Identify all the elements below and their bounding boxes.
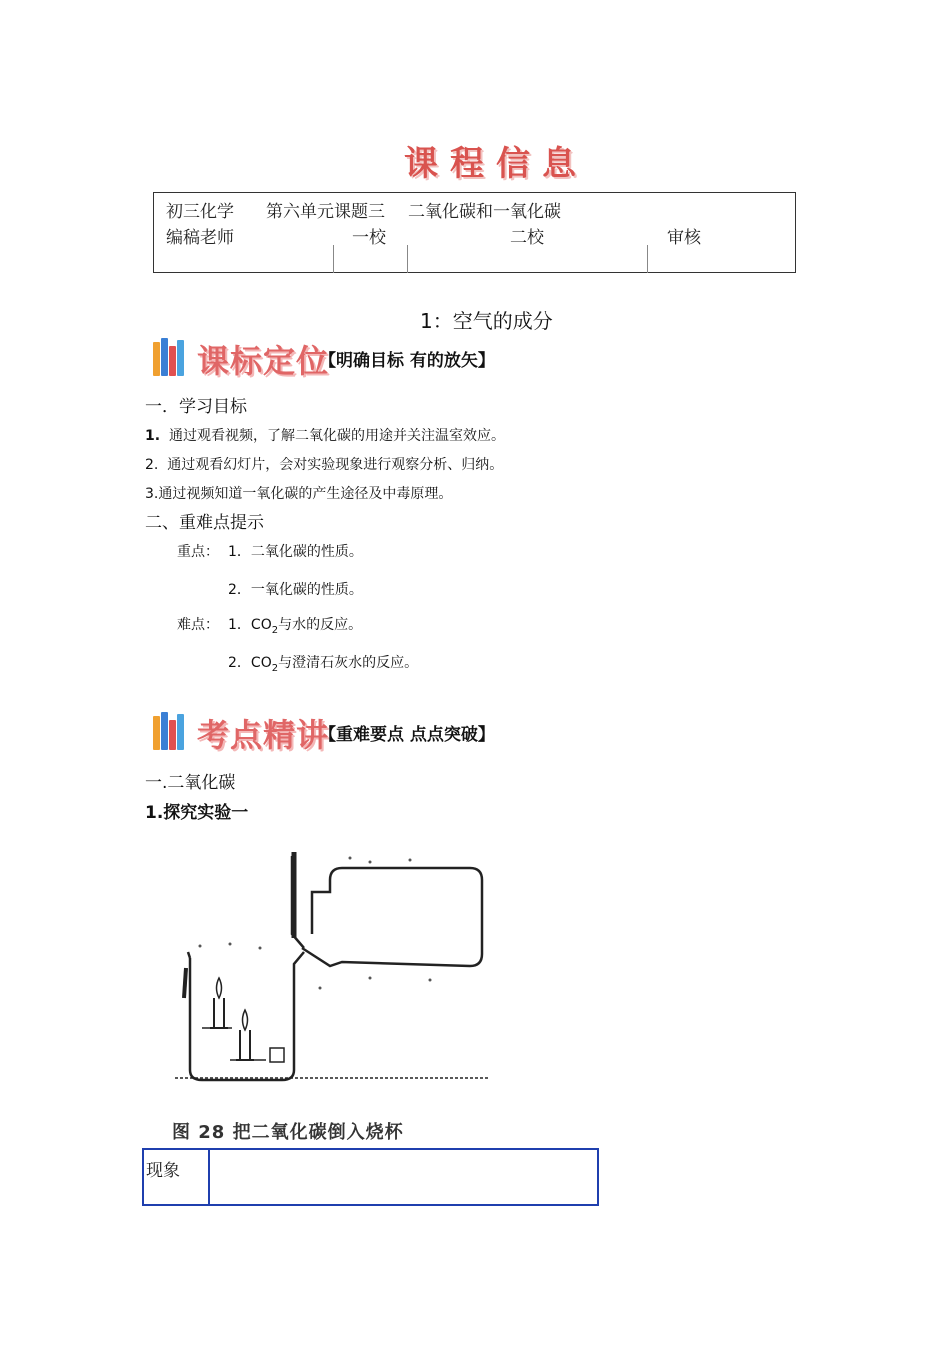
key-points-label: 重点： (177, 544, 219, 560)
lesson-title: 1：空气的成分 (420, 309, 553, 333)
banner-title: 考点精讲 (197, 716, 330, 754)
topic-label: 二氧化碳和一氧化碳 (408, 202, 561, 222)
section-heading-key-points: 二、重难点提示 (145, 513, 264, 533)
observation-table (142, 1148, 599, 1206)
key-point-item: 1．二氧化碳的性质。 (228, 544, 363, 560)
goal-item: 1. 通过观看视频，了解二氧化碳的用途并关注温室效应。 (145, 428, 505, 444)
goal-item: 3.通过视频知道一氧化碳的产生途径及中毒原理。 (145, 486, 453, 502)
books-icon (153, 338, 187, 376)
school1-label: 一校 (352, 228, 386, 248)
school2-label: 二校 (510, 228, 544, 248)
reviewer-label: 审核 (667, 228, 701, 248)
books-icon (153, 712, 187, 750)
info-divider (647, 245, 648, 273)
subject-label: 初三化学 (166, 202, 234, 222)
banner-key-topics (153, 710, 553, 754)
banner-subtitle: 【重难要点 点点突破】 (319, 725, 495, 745)
hard-point-item: 2．$CO_2$与澄清石灰水的反应。 (228, 655, 419, 674)
banner-title: 课标定位 (197, 342, 330, 380)
info-divider (407, 245, 408, 273)
course-title: 课程信息 (404, 144, 588, 184)
table-divider (208, 1150, 210, 1204)
figure-caption: 图 28 把二氧化碳倒入烧杯 (172, 1122, 404, 1143)
info-divider (333, 245, 334, 273)
experiment-figure (170, 848, 490, 1088)
course-info-box (153, 192, 796, 273)
unit-label: 第六单元课题三 (266, 202, 385, 222)
editor-label: 编稿老师 (166, 228, 234, 248)
banner-subtitle: 【明确目标 有的放矢】 (319, 351, 495, 371)
section-heading-goals: 一．学习目标 (145, 397, 247, 417)
goal-item: 2. 通过观看幻灯片，会对实验现象进行观察分析、归纳。 (145, 457, 504, 473)
banner-curriculum (153, 336, 553, 380)
experiment-heading: 1.探究实验一 (145, 803, 249, 823)
observation-label: 现象 (146, 1161, 180, 1181)
section-heading-co2: 一.二氧化碳 (145, 773, 236, 793)
hard-point-item: 1．$CO_2$与水的反应。 (228, 617, 363, 636)
key-point-item: 2．一氧化碳的性质。 (228, 582, 363, 598)
hard-points-label: 难点： (177, 617, 219, 633)
